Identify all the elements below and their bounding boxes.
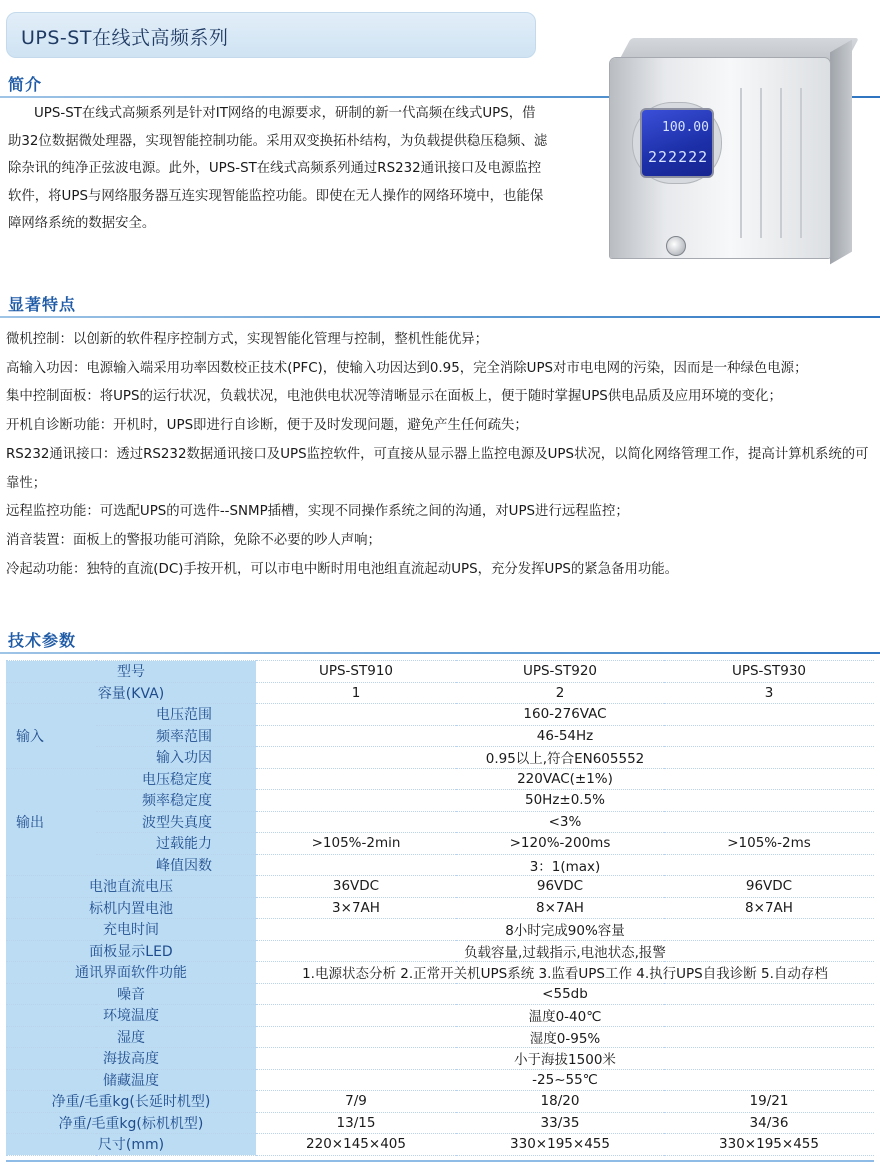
power-factor-label: 输入功因 [96, 747, 256, 769]
table-row [6, 768, 874, 790]
model-label: 型号 [6, 661, 256, 683]
weight-long-value: 19/21 [664, 1091, 874, 1113]
dimensions-value: 330×195×455 [456, 1134, 664, 1156]
freq-range-label: 频率范围 [96, 725, 256, 747]
vent-line [740, 88, 742, 238]
env-temp-label: 环境温度 [6, 1005, 256, 1027]
overload-value: >105%-2ms [664, 833, 874, 855]
features-list [6, 326, 876, 584]
table-row [6, 1091, 874, 1113]
vent-line [780, 88, 782, 238]
distortion-value: <3% [256, 811, 874, 833]
spec-table [6, 660, 874, 1156]
table-row [6, 897, 874, 919]
overload-value: >120%-200ms [456, 833, 664, 855]
dimensions-label: 尺寸(mm) [6, 1134, 256, 1156]
dimensions-value: 330×195×455 [664, 1134, 874, 1156]
weight-std-label: 净重/毛重kg(标机机型) [6, 1112, 256, 1134]
features-section-header [0, 290, 880, 318]
weight-long-value: 18/20 [456, 1091, 664, 1113]
charge-time-label: 充电时间 [6, 919, 256, 941]
power-factor-value: 0.95以上,符合EN605552 [256, 747, 874, 769]
voltage-stability-label: 电压稳定度 [96, 768, 256, 790]
table-row [6, 962, 874, 984]
model-name: UPS-ST910 [256, 661, 456, 683]
intro-heading: 简介 [8, 75, 43, 94]
specs-heading: 技术参数 [8, 631, 77, 650]
feature-item: 集中控制面板：将UPS的运行状况，负载状况，电池供电状况等清晰显示在面板上，便于随时掌握UPS供电品质及应用环境的变化； [6, 389, 782, 405]
bottom-divider [6, 1160, 874, 1162]
ups-side-panel [830, 40, 852, 265]
storage-temp-value: -25~55℃ [256, 1069, 874, 1091]
output-group-label: 输出 [6, 768, 96, 876]
internal-battery-value: 8×7AH [664, 897, 874, 919]
software-label: 通讯界面软件功能 [6, 962, 256, 984]
altitude-value: 小于海拔1500米 [256, 1048, 874, 1070]
lcd-digits: 222222 [648, 148, 709, 166]
weight-std-value: 34/36 [664, 1112, 874, 1134]
freq-range-value: 46-54Hz [256, 725, 874, 747]
specs-section-header [0, 626, 880, 654]
weight-std-value: 33/35 [456, 1112, 664, 1134]
feature-item: 冷起动功能：独特的直流(DC)手按开机，可以市电中断时用电池组直流起动UPS，充分发挥UPS的紧急备用功能。 [6, 561, 679, 577]
lcd-top-reading: 100.00 [662, 120, 709, 135]
battery-voltage-label: 电池直流电压 [6, 876, 256, 898]
intro-paragraph: UPS-ST在线式高频系列是针对IT网络的电源要求，研制的新一代高频在线式UPS，借助32位数据微处理器，实现智能控制功能。采用双变换拓朴结构，为负载提供稳压稳频、滤除杂讯的纯净正弦波电源。此外，UPS-ST在线式高频系列通过RS232通讯接口及电源监控软件，将UPS与网络服务器互连实现智能监控功能。即使在无人操作的网络环境中，也能保障网络系统的数据安全。 [8, 106, 548, 231]
table-row [6, 1048, 874, 1070]
table-row [6, 940, 874, 962]
freq-stability-value: 50Hz±0.5% [256, 790, 874, 812]
storage-temp-label: 储藏温度 [6, 1069, 256, 1091]
power-button-icon [666, 236, 686, 256]
table-row [6, 747, 874, 769]
weight-long-label: 净重/毛重kg(长延时机型) [6, 1091, 256, 1113]
table-row [6, 1134, 874, 1156]
feature-item: 微机控制：以创新的软件程序控制方式，实现智能化管理与控制，整机性能优异； [6, 332, 489, 347]
ups-product-image [596, 36, 866, 266]
overload-value: >105%-2min [256, 833, 456, 855]
vent-line [760, 88, 762, 238]
table-row [6, 661, 874, 683]
capacity-value: 1 [256, 682, 456, 704]
table-row [6, 725, 874, 747]
noise-label: 噪音 [6, 983, 256, 1005]
feature-item: 消音装置：面板上的警报功能可消除，免除不必要的吵人声响； [6, 532, 381, 548]
table-row [6, 983, 874, 1005]
table-row [6, 1005, 874, 1027]
battery-voltage-value: 36VDC [256, 876, 456, 898]
battery-voltage-value: 96VDC [664, 876, 874, 898]
panel-led-value: 负载容量,过载指示,电池状态,报警 [256, 940, 874, 962]
internal-battery-label: 标机内置电池 [6, 897, 256, 919]
capacity-label: 容量(KVA) [6, 682, 256, 704]
vent-line [800, 88, 802, 238]
altitude-label: 海拔高度 [6, 1048, 256, 1070]
weight-std-value: 13/15 [256, 1112, 456, 1134]
capacity-value: 2 [456, 682, 664, 704]
internal-battery-value: 3×7AH [256, 897, 456, 919]
weight-long-value: 7/9 [256, 1091, 456, 1113]
env-temp-value: 温度0-40℃ [256, 1005, 874, 1027]
table-row [6, 919, 874, 941]
crest-factor-label: 峰值因数 [96, 854, 256, 876]
table-row [6, 704, 874, 726]
table-row [6, 790, 874, 812]
table-row [6, 1026, 874, 1048]
model-name: UPS-ST920 [456, 661, 664, 683]
table-row [6, 1112, 874, 1134]
title-banner [6, 12, 536, 58]
table-row [6, 682, 874, 704]
humidity-label: 湿度 [6, 1026, 256, 1048]
features-heading: 显著特点 [8, 295, 77, 314]
input-group-label: 输入 [6, 704, 96, 769]
model-name: UPS-ST930 [664, 661, 874, 683]
panel-led-label: 面板显示LED [6, 940, 256, 962]
feature-item: RS232通讯接口：透过RS232数据通讯接口及UPS监控软件，可直接从显示器上监控电源及UPS状况，以简化网络管理工作，提高计算机系统的可靠性； [6, 446, 869, 491]
overload-label: 过载能力 [96, 833, 256, 855]
section-divider [0, 652, 880, 654]
voltage-stability-value: 220VAC(±1%) [256, 768, 874, 790]
dimensions-value: 220×145×405 [256, 1134, 456, 1156]
ups-front-panel [610, 58, 830, 258]
internal-battery-value: 8×7AH [456, 897, 664, 919]
noise-value: <55db [256, 983, 874, 1005]
feature-item: 远程监控功能：可选配UPS的可选件--SNMP插槽，实现不同操作系统之间的沟通，对UPS进行远程监控； [6, 504, 629, 520]
table-row [6, 854, 874, 876]
crest-factor-value: 3：1(max) [256, 854, 874, 876]
feature-item: 高输入功因：电源输入端采用功率因数校正技术(PFC)，使输入功因达到0.95，完全消除UPS对市电电网的污染，因而是一种绿色电源； [6, 360, 808, 376]
table-row [6, 811, 874, 833]
voltage-range-value: 160-276VAC [256, 704, 874, 726]
table-row [6, 1069, 874, 1091]
capacity-value: 3 [664, 682, 874, 704]
humidity-value: 湿度0-95% [256, 1026, 874, 1048]
table-row [6, 833, 874, 855]
freq-stability-label: 频率稳定度 [96, 790, 256, 812]
feature-item: 开机自诊断功能：开机时，UPS即进行自诊断，便于及时发现问题，避免产生任何疏失； [6, 418, 528, 434]
battery-voltage-value: 96VDC [456, 876, 664, 898]
lcd-display [640, 108, 714, 178]
distortion-label: 波型失真度 [96, 811, 256, 833]
section-divider [0, 316, 880, 318]
charge-time-value: 8小时完成90%容量 [256, 919, 874, 941]
page-title: UPS-ST在线式高频系列 [21, 27, 229, 49]
table-row [6, 876, 874, 898]
voltage-range-label: 电压范围 [96, 704, 256, 726]
software-value: 1.电源状态分析 2.正常开关机UPS系统 3.监看UPS工作 4.执行UPS自我诊断 5.自动存档 [256, 962, 874, 984]
